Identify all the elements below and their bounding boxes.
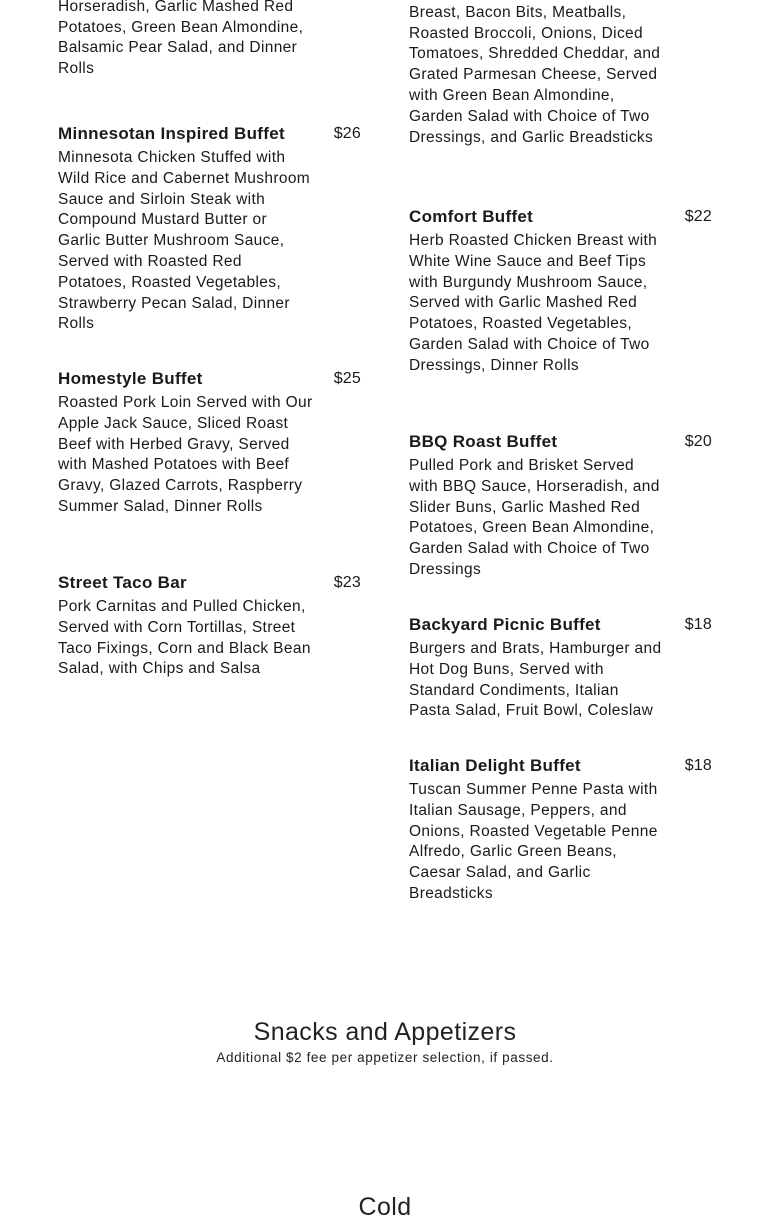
menu-item xyxy=(58,122,361,335)
menu-item-price: $18 xyxy=(684,757,712,774)
menu-item-price: $23 xyxy=(333,574,361,591)
section-header-snacks xyxy=(0,1015,770,1067)
menu-item xyxy=(409,613,712,722)
section-title-next: Cold xyxy=(358,1193,412,1221)
menu-item-description: Herb Roasted Chicken Breast with White Wine Sauce and Beef Tips with Burgundy Mushroom Sauce, Served with Garlic Mashed Red Potatoes, Roasted Vegetables, Garden Salad with Choice of Two Dressings, Dinner Rolls xyxy=(409,232,658,374)
menu-item xyxy=(409,205,712,377)
menu-item-description: Pork Carnitas and Pulled Chicken, Served with Corn Tortillas, Street Taco Fixings, Corn and Black Bean Salad, with Chips and Salsa xyxy=(58,598,311,678)
menu-item-price: $18 xyxy=(684,616,712,633)
section-title: Snacks and Appetizers xyxy=(253,1018,517,1046)
menu-item-name: Street Taco Bar xyxy=(58,573,187,592)
menu-item-price: $20 xyxy=(684,433,712,450)
menu-item-price: $22 xyxy=(684,208,712,225)
menu-item-description: Burgers and Brats, Hamburger and Hot Dog Buns, Served with Standard Condiments, Italian Pasta Salad, Fruit Bowl, Coleslaw xyxy=(409,640,662,720)
menu-item-price: $25 xyxy=(333,370,361,387)
menu-item-name: Italian Delight Buffet xyxy=(409,756,581,775)
menu-item-price: $26 xyxy=(333,125,361,142)
menu-item-description: Roasted Pork Loin Served with Our Apple Jack Sauce, Sliced Roast Beef with Herbed Gravy, Served with Mashed Potatoes with Beef Gravy, Glazed Carrots, Raspberry Summer Salad, Dinner Rolls xyxy=(58,394,313,515)
menu-item xyxy=(409,430,712,581)
menu-item-description: Pulled Pork and Brisket Served with BBQ Sauce, Horseradish, and Slider Buns, Garlic Mashed Red Potatoes, Green Bean Almondine, Garden Salad with Choice of Two Dressings xyxy=(409,457,660,578)
menu-item-name: BBQ Roast Buffet xyxy=(409,432,558,451)
menu-item xyxy=(409,754,712,905)
menu-item xyxy=(58,367,361,518)
menu-item-description: Minnesota Chicken Stuffed with Wild Rice and Cabernet Mushroom Sauce and Sirloin Steak with Compound Mustard Butter or Garlic Butter Mushroom Sauce, Served with Roasted Red Potatoes, Roasted Vegetables, Strawberry Pecan Salad, Dinner Rolls xyxy=(58,149,311,333)
menu-item xyxy=(58,571,361,680)
menu-item-description-partial: Horseradish, Garlic Mashed Red Potatoes, Green Bean Almondine, Balsamic Pear Salad, and Dinner Rolls xyxy=(58,0,304,78)
menu-item-description-partial: Breast, Bacon Bits, Meatballs, Roasted Broccoli, Onions, Diced Tomatoes, Shredded Cheddar, and Grated Parmesan Cheese, Served with Green Bean Almondine, Garden Salad with Choice of Two Dressings, and Garlic Breadsticks xyxy=(409,3,661,146)
menu-item-name: Comfort Buffet xyxy=(409,207,534,226)
menu-item-description: Tuscan Summer Penne Pasta with Italian Sausage, Peppers, and Onions, Roasted Vegetable Penne Alfredo, Garlic Green Beans, Caesar Salad, and Garlic Breadsticks xyxy=(409,781,658,902)
menu-item-name: Minnesotan Inspired Buffet xyxy=(58,124,285,143)
menu-item-name: Backyard Picnic Buffet xyxy=(409,615,601,634)
menu-item-name: Homestyle Buffet xyxy=(58,369,203,388)
section-subtitle: Additional $2 fee per appetizer selection, if passed. xyxy=(216,1050,554,1065)
